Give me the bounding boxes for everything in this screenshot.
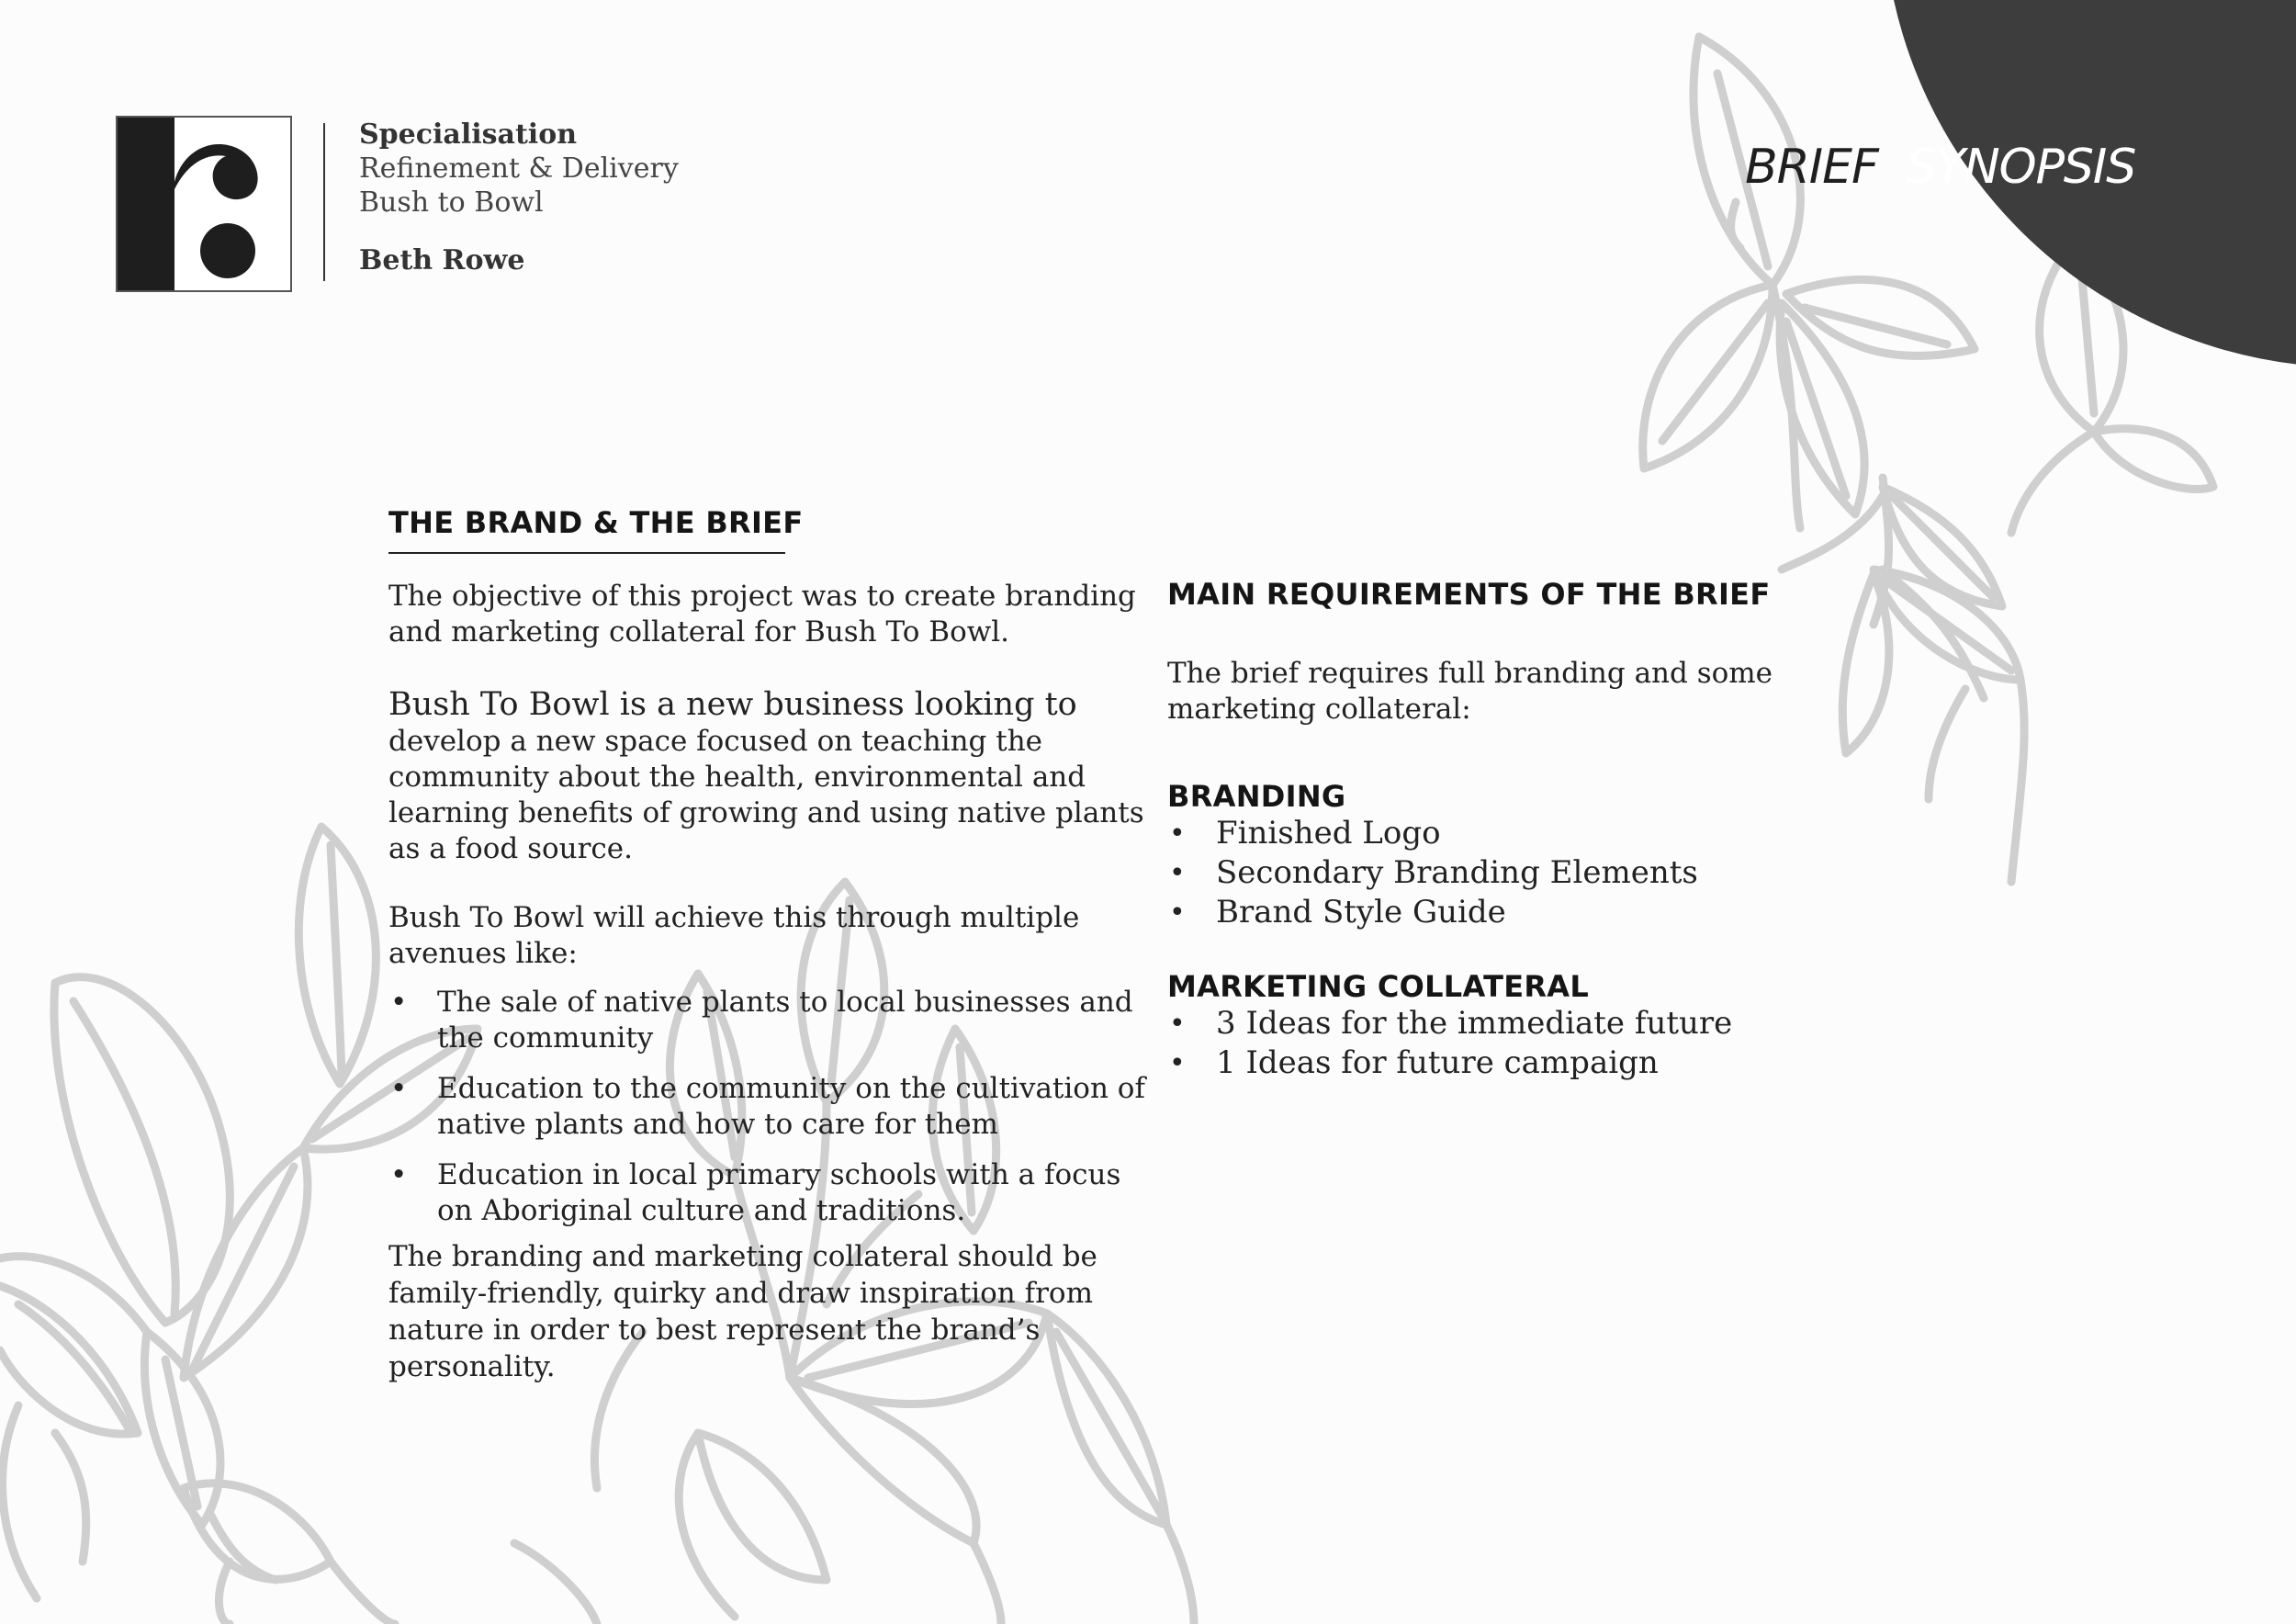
business-paragraph-lead: Bush To Bowl is a new business looking to: [388, 686, 1077, 723]
bullet: •: [1169, 897, 1186, 929]
marketing-heading: MARKETING COLLATERAL: [1167, 969, 1590, 1004]
title-word-brief: BRIEF: [1745, 140, 1878, 195]
bullet: •: [1169, 1047, 1186, 1079]
requirements-heading: MAIN REQUIREMENTS OF THE BRIEF: [1167, 577, 1771, 612]
avenues-paragraph: Bush To Bowl will achieve this through multiple avenues like:: [388, 901, 1080, 970]
project-name: Bush to Bowl: [359, 186, 544, 219]
header-info: [359, 118, 679, 277]
objective-paragraph: The objective of this project was to create branding and marketing collateral for Bush To Bowl.: [388, 580, 1136, 648]
list-item: • Secondary Branding Elements: [1169, 854, 1698, 891]
brief-synopsis-title: [1745, 140, 2136, 195]
business-paragraph-rest: develop a new space focused on teaching the community about the health, environmental and learning benefits of growing and using native plants as a food source.: [388, 725, 1144, 865]
branding-heading: BRANDING: [1167, 779, 1346, 814]
header-divider: [323, 123, 325, 281]
list-item: • Education to the community on the cultivation of native plants and how to care for them: [390, 1072, 1145, 1141]
bullet: •: [1169, 818, 1186, 850]
bullet: •: [1169, 857, 1186, 889]
author-name: Beth Rowe: [359, 244, 525, 276]
heading-underline: [388, 552, 785, 554]
r-monogram-icon: [118, 118, 290, 290]
list-item: • 1 Ideas for future campaign: [1169, 1044, 1659, 1081]
title-word-synopsis: SYNOPSIS: [1877, 140, 2136, 195]
personality-paragraph: The branding and marketing collateral should be family-friendly, quirky and draw inspiration from nature in order to best represent the brand’s personality.: [388, 1240, 1097, 1383]
bullet: •: [390, 986, 408, 1019]
business-paragraph: [388, 687, 1151, 867]
list-item: • Brand Style Guide: [1169, 894, 1506, 930]
list-item: • 3 Ideas for the immediate future: [1169, 1005, 1733, 1042]
subject-line: Refinement & Delivery: [359, 152, 679, 185]
specialisation-label: Specialisation: [359, 118, 578, 151]
avenues-list: [388, 985, 1151, 1229]
bullet: •: [390, 1158, 408, 1191]
list-item: • Education in local primary schools with a focus on Aboriginal culture and traditions.: [390, 1158, 1121, 1227]
brand-brief-heading: THE BRAND & THE BRIEF: [388, 505, 804, 540]
requirements-intro: The brief requires full branding and some marketing collateral:: [1167, 657, 1773, 726]
list-item: • Finished Logo: [1169, 815, 1441, 851]
logo: [116, 116, 292, 292]
list-item: • The sale of native plants to local businesses and the community: [390, 986, 1133, 1054]
bullet: •: [1169, 1008, 1186, 1040]
branding-list: [1167, 814, 1865, 932]
requirements-section: [1167, 577, 1865, 1083]
brand-section-body: [388, 579, 1151, 1385]
marketing-list: [1167, 1004, 1865, 1083]
bullet: •: [390, 1072, 408, 1105]
